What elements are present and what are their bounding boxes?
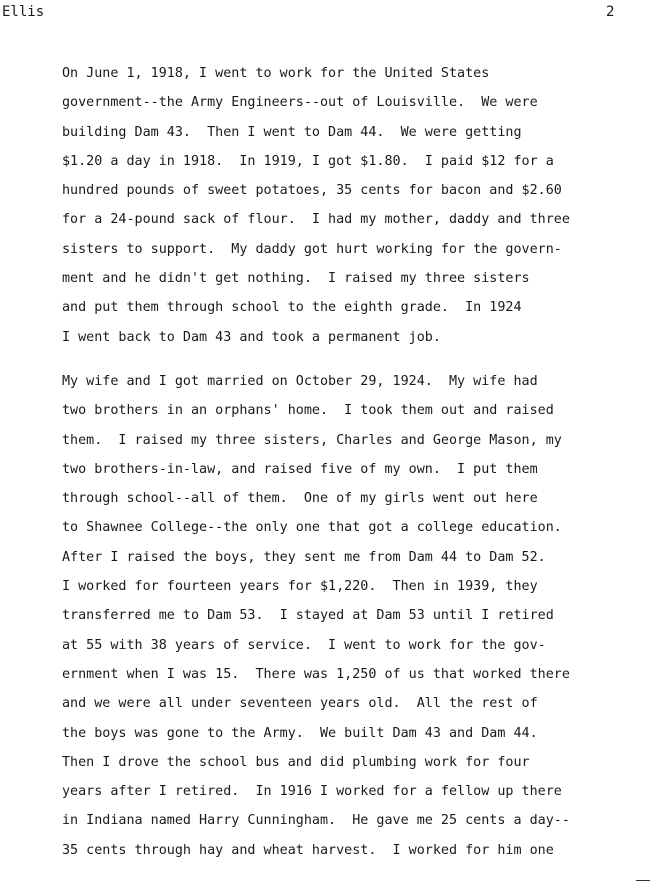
text-line: for a 24-pound sack of flour. I had my mother, daddy and three [62,212,570,228]
text-line: two brothers in an orphans' home. I took them out and raised [62,403,554,419]
text-line: ment and he didn't get nothing. I raised my three sisters [62,271,530,287]
paragraph-1 [62,59,642,352]
text-line: at 55 with 38 years of service. I went to work for the gov- [62,637,546,653]
page-edge-mark [636,880,650,881]
page-number: 2 [606,4,615,20]
text-line: the boys was gone to the Army. We built Dam 43 and Dam 44. [62,725,538,741]
text-line: I worked for fourteen years for $1,220. Then in 1939, they [62,579,538,595]
text-line: building Dam 43. Then I went to Dam 44. We were getting [62,124,522,140]
text-line: two brothers-in-law, and raised five of my own. I put them [62,461,538,477]
text-line: transferred me to Dam 53. I stayed at Dam 53 until I retired [62,608,554,624]
text-line: I went back to Dam 43 and took a permanent job. [62,329,441,345]
text-line: sisters to support. My daddy got hurt working for the govern- [62,241,562,257]
text-line: through school--all of them. One of my girls went out here [62,491,538,507]
text-line: On June 1, 1918, I went to work for the United States [62,66,490,81]
header-surname: Ellis [2,4,45,20]
text-line: years after I retired. In 1916 I worked for a fellow up there [62,784,562,800]
text-line: government--the Army Engineers--out of Louisville. We were [62,95,538,111]
text-line: ernment when I was 15. There was 1,250 of us that worked there [62,666,570,682]
text-line: After I raised the boys, they sent me from Dam 44 to Dam 52. [62,549,546,565]
text-line: them. I raised my three sisters, Charles and George Mason, my [62,432,562,448]
text-line: $1.20 a day in 1918. In 1919, I got $1.80. I paid $12 for a [62,153,554,169]
paragraph-2 [62,367,642,865]
text-line: hundred pounds of sweet potatoes, 35 cents for bacon and $2.60 [62,183,562,199]
text-line: Then I drove the school bus and did plumbing work for four [62,754,530,770]
text-line: 35 cents through hay and wheat harvest. I worked for him one [62,842,554,858]
text-line: My wife and I got married on October 29, 1924. My wife had [62,374,538,389]
text-line: in Indiana named Harry Cunningham. He gave me 25 cents a day-- [62,813,570,829]
text-line: and put them through school to the eighth grade. In 1924 [62,300,522,316]
text-line: and we were all under seventeen years old. All the rest of [62,696,538,712]
text-line: to Shawnee College--the only one that got a college education. [62,520,562,536]
